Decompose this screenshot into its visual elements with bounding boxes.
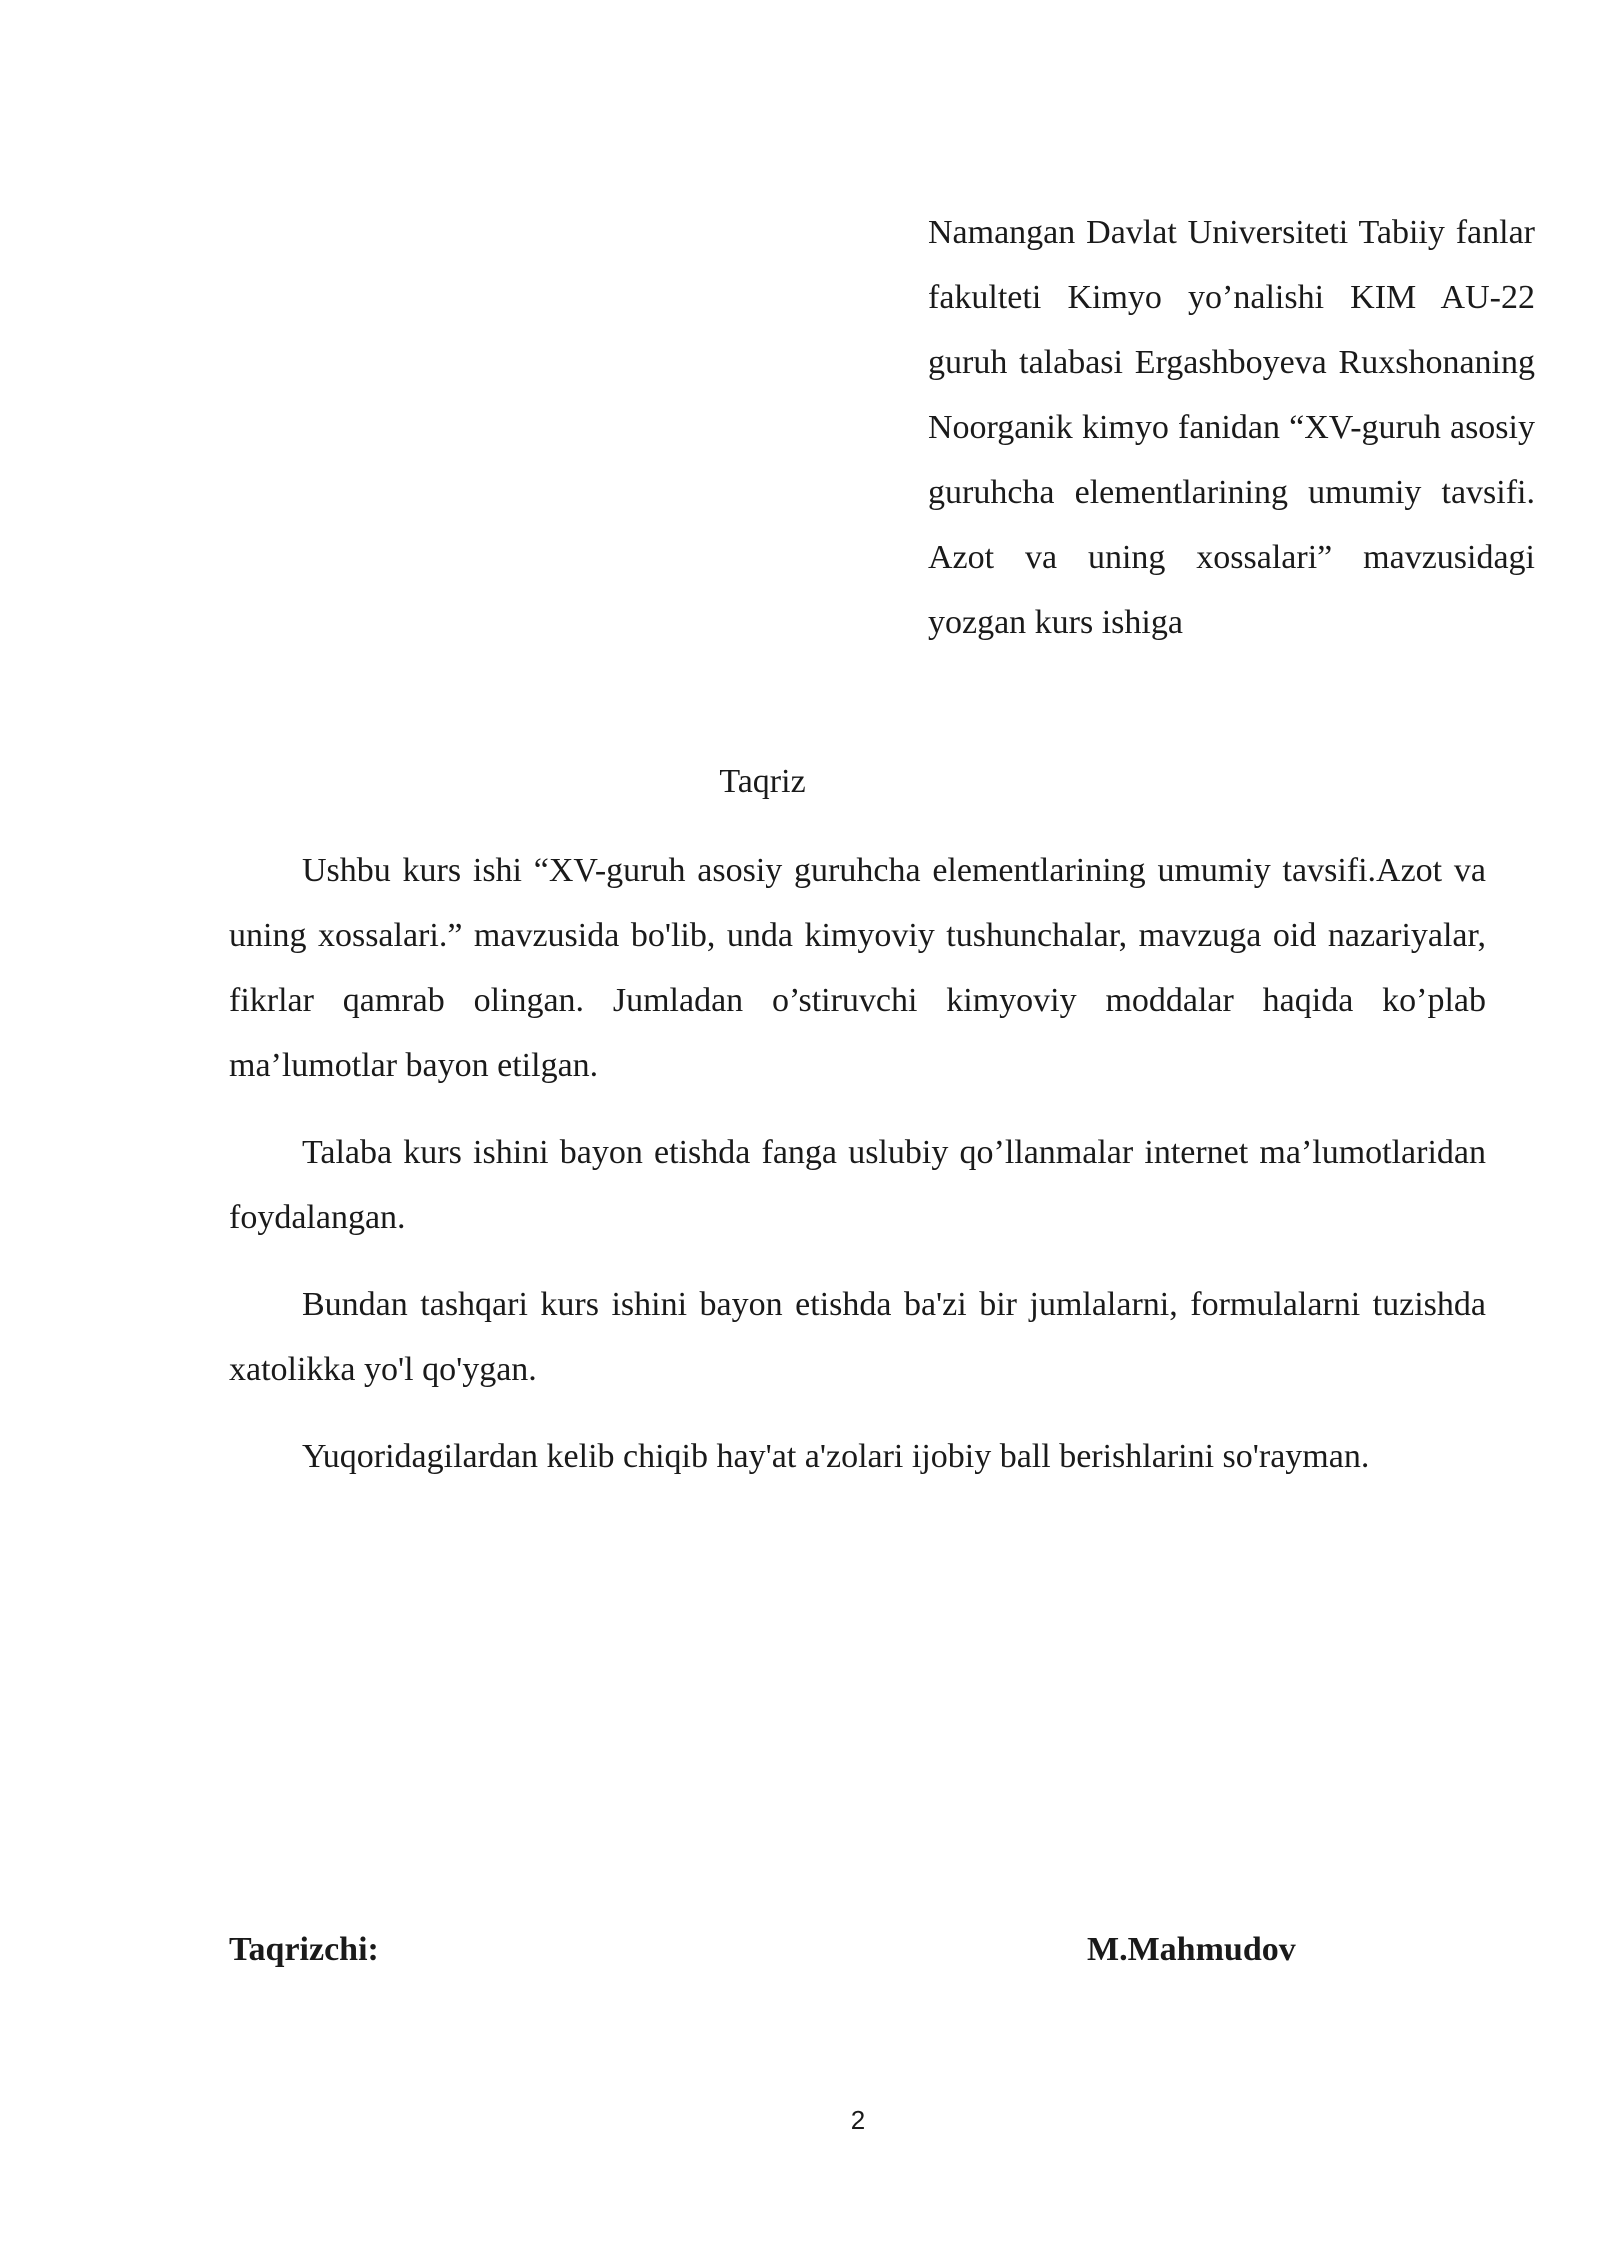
paragraph-4: Yuqoridagilardan kelib chiqib hay'at a'zolari ijobiy ball berishlarini so'rayman. — [302, 1438, 1370, 1475]
paragraph-1: Ushbu kurs ishi “XV-guruh asosiy guruhcha elementlarining umumiy tavsifi.Azot va uning xossalari.” mavzusida bo'lib, unda kimyoviy tushunchalar, mavzuga oid nazariyalar, fikrlar qamrab olingan. Jumladan o’stiruvchi kimyoviy moddalar haqida ko’plab ma’lumotlar bayon etilgan. — [229, 852, 1486, 1084]
paragraph-2: Talaba kurs ishini bayon etishda fanga uslubiy qo’llanmalar internet ma’lumotlaridan foydalangan. — [229, 1134, 1486, 1236]
signature-name: M.Mahmudov — [1087, 1931, 1296, 1968]
addressee-header: Namangan Davlat Universiteti Tabiiy fanlar fakulteti Kimyo yo’nalishi KIM AU-22 guruh talabasi Ergashboyeva Ruxshonaning Noorganik kimyo fanidan “XV-guruh asosiy guruhcha elementlarining umumiy tavsifi. Azot va uning xossalari” mavzusidagi yozgan kurs ishiga — [928, 214, 1535, 641]
review-body — [229, 838, 1486, 1511]
page-number: 2 — [850, 2105, 866, 2135]
signature-label: Taqrizchi: — [229, 1931, 379, 1968]
document-title: Taqriz — [719, 763, 806, 800]
paragraph-3: Bundan tashqari kurs ishini bayon etishda ba'zi bir jumlalarni, formulalarni tuzishda xatolikka yo'l qo'ygan. — [229, 1286, 1486, 1388]
